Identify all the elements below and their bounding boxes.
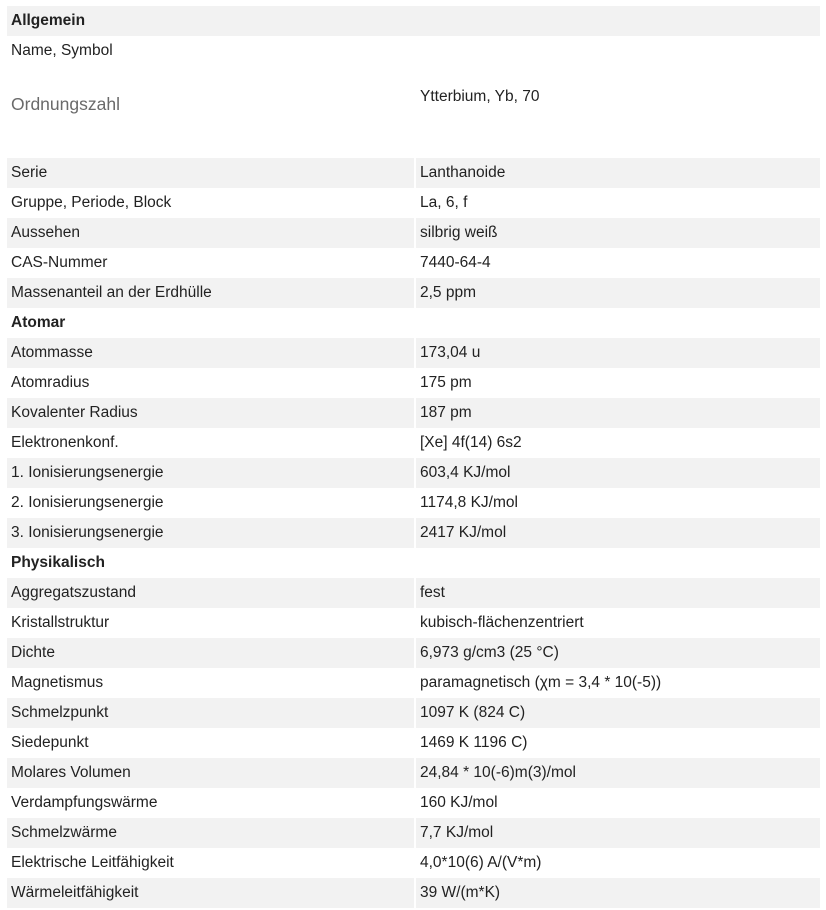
row-value: 4,0*10(6) A/(V*m) bbox=[414, 848, 820, 878]
table-row bbox=[7, 368, 820, 398]
section-header-general bbox=[7, 6, 820, 36]
row-label: Serie bbox=[11, 164, 48, 181]
row-value: 173,04 u bbox=[414, 338, 820, 368]
row-value: 6,973 g/cm3 (25 °C) bbox=[414, 638, 820, 668]
row-name-symbol bbox=[7, 36, 820, 66]
row-label: Ordnungszahl bbox=[11, 94, 120, 114]
row-label: 2. Ionisierungsenergie bbox=[11, 494, 164, 511]
row-label: Elektronenkonf. bbox=[11, 434, 119, 451]
section-title: Physikalisch bbox=[11, 554, 105, 571]
row-value: 7440-64-4 bbox=[414, 248, 820, 278]
row-label: 1. Ionisierungsenergie bbox=[11, 464, 164, 481]
row-value: Ytterbium, Yb, 70 bbox=[414, 66, 820, 158]
table-row bbox=[7, 608, 820, 638]
table-row bbox=[7, 848, 820, 878]
row-label: Name, Symbol bbox=[11, 42, 113, 59]
table-row bbox=[7, 518, 820, 548]
table-row bbox=[7, 728, 820, 758]
table-row bbox=[7, 158, 820, 188]
element-properties-table bbox=[7, 6, 820, 908]
row-value: 24,84 * 10(-6)m(3)/mol bbox=[414, 758, 820, 788]
row-value: silbrig weiß bbox=[414, 218, 820, 248]
row-label: 3. Ionisierungsenergie bbox=[11, 524, 164, 541]
row-label: Elektrische Leitfähigkeit bbox=[11, 854, 174, 871]
table-row bbox=[7, 818, 820, 848]
row-label: Dichte bbox=[11, 644, 55, 661]
table-row bbox=[7, 698, 820, 728]
row-value: 39 W/(m*K) bbox=[414, 878, 820, 908]
row-value: La, 6, f bbox=[414, 188, 820, 218]
table-row bbox=[7, 488, 820, 518]
table-row bbox=[7, 218, 820, 248]
table-row bbox=[7, 668, 820, 698]
table-row bbox=[7, 188, 820, 218]
row-value: paramagnetisch (χm = 3,4 * 10(-5)) bbox=[414, 668, 820, 698]
row-value: kubisch-flächenzentriert bbox=[414, 608, 820, 638]
row-value: 1174,8 KJ/mol bbox=[414, 488, 820, 518]
row-label: Schmelzpunkt bbox=[11, 704, 109, 721]
row-label: Aussehen bbox=[11, 224, 80, 241]
table-row bbox=[7, 758, 820, 788]
row-value: 1469 K 1196 C) bbox=[414, 728, 820, 758]
row-label: Siedepunkt bbox=[11, 734, 89, 751]
row-value: Lanthanoide bbox=[414, 158, 820, 188]
row-label: Gruppe, Periode, Block bbox=[11, 194, 172, 211]
row-label: CAS-Nummer bbox=[11, 254, 108, 271]
section-title: Allgemein bbox=[11, 12, 86, 29]
row-label: Massenanteil an der Erdhülle bbox=[11, 284, 212, 301]
row-value: 1097 K (824 C) bbox=[414, 698, 820, 728]
row-value: 603,4 KJ/mol bbox=[414, 458, 820, 488]
table-row bbox=[7, 458, 820, 488]
row-label: Kristallstruktur bbox=[11, 614, 110, 631]
section-header-physical bbox=[7, 548, 820, 578]
row-value: 175 pm bbox=[414, 368, 820, 398]
row-value: 2417 KJ/mol bbox=[414, 518, 820, 548]
section-header-atomic bbox=[7, 308, 820, 338]
table-row bbox=[7, 878, 820, 908]
row-value: 2,5 ppm bbox=[414, 278, 820, 308]
row-value: 7,7 KJ/mol bbox=[414, 818, 820, 848]
row-value: 187 pm bbox=[414, 398, 820, 428]
table-row bbox=[7, 338, 820, 368]
row-label: Molares Volumen bbox=[11, 764, 131, 781]
row-label: Schmelzwärme bbox=[11, 824, 117, 841]
table-row bbox=[7, 638, 820, 668]
row-value: 160 KJ/mol bbox=[414, 788, 820, 818]
row-label: Atommasse bbox=[11, 344, 93, 361]
row-value: [Xe] 4f(14) 6s2 bbox=[414, 428, 820, 458]
table-row bbox=[7, 278, 820, 308]
row-label: Magnetismus bbox=[11, 674, 104, 691]
table-row bbox=[7, 428, 820, 458]
table-row bbox=[7, 788, 820, 818]
row-label: Atomradius bbox=[11, 374, 90, 391]
row-label: Wärmeleitfähigkeit bbox=[11, 884, 139, 901]
table-row bbox=[7, 398, 820, 428]
row-label: Aggregatszustand bbox=[11, 584, 136, 601]
table-row bbox=[7, 578, 820, 608]
section-title: Atomar bbox=[11, 314, 66, 331]
row-ordnungszahl bbox=[7, 66, 820, 158]
row-value: fest bbox=[414, 578, 820, 608]
row-label: Verdampfungswärme bbox=[11, 794, 158, 811]
table-row bbox=[7, 248, 820, 278]
row-label: Kovalenter Radius bbox=[11, 404, 138, 421]
